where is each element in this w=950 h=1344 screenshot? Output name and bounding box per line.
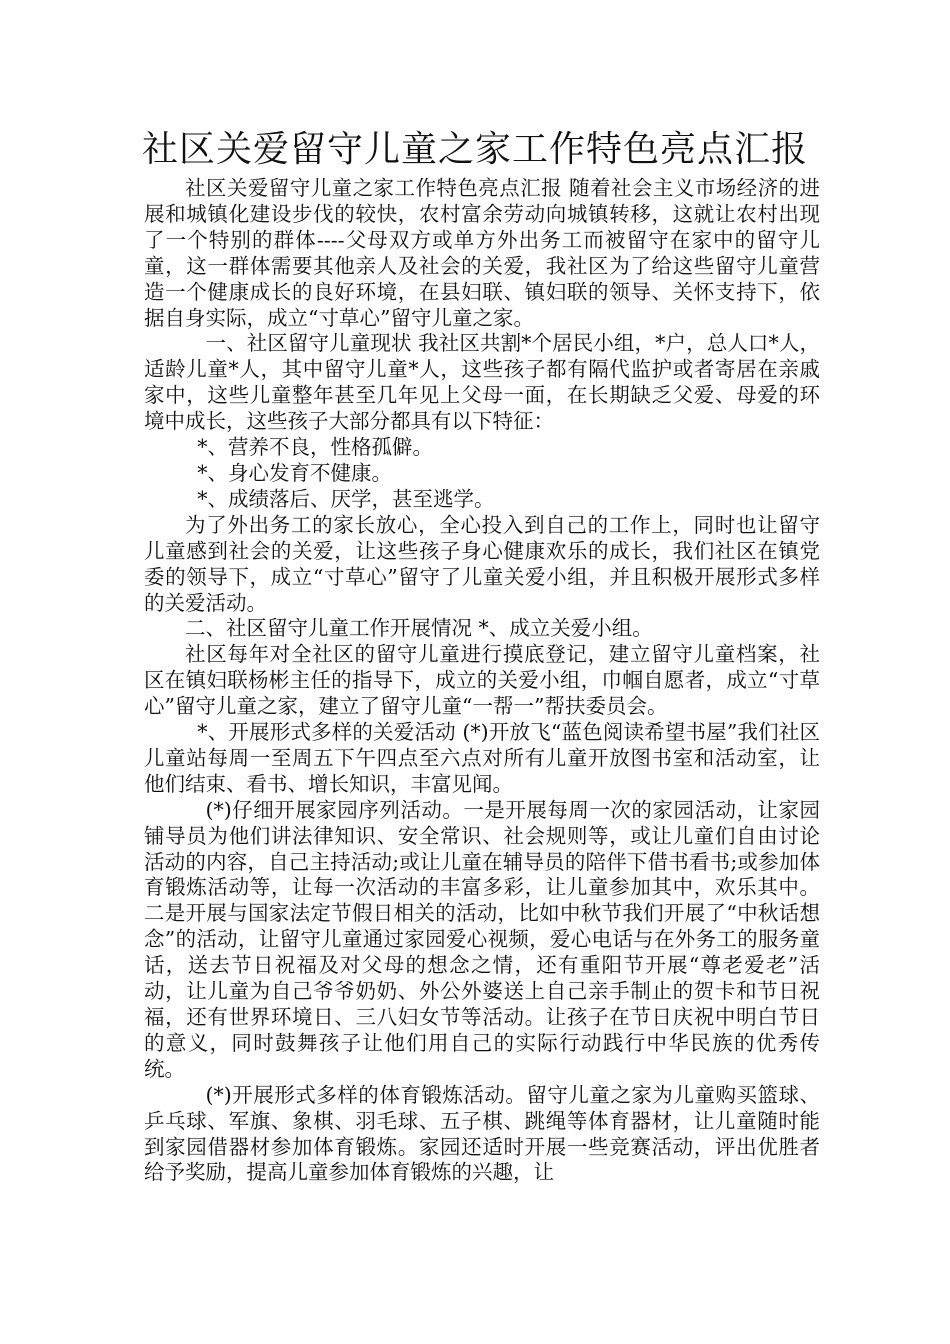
list-item-feature-1: *、营养不良，性格孤僻。 <box>197 435 434 460</box>
list-item-feature-2: *、身心发育不健康。 <box>197 460 393 485</box>
paragraph-activities: *、开展形式多样的关爱活动 (*)开放飞“蓝色阅读希望书屋”我们社区儿童站每周一至周五下午四点至六点对所有儿童开放图书室和活动室，让他们结束、看书、增长知识，丰富见闻。 <box>144 720 820 796</box>
document-body <box>144 176 820 1186</box>
paragraph-intro: 社区关爱留守儿童之家工作特色亮点汇报 随着社会主义市场经济的进展和城镇化建设步伐的较快，农村富余劳动向城镇转移，这就让农村出现了一个特别的群体----父母双方或单方外出务工而被留守在家中的留守儿童，这一群体需要其他亲人及社会的关爱，我社区为了给这些留守儿童营造一个健康成长的良好环境，在县妇联、镇妇联的领导、关怀支持下，依据自身实际，成立“寸草心”留守儿童之家。 <box>144 176 820 330</box>
document-title: 社区关爱留守儿童之家工作特色亮点汇报 <box>141 129 808 170</box>
paragraph-purpose: 为了外出务工的家长放心，全心投入到自己的工作上，同时也让留守儿童感到社会的关爱，让这些孩子身心健康欢乐的成长，我们社区在镇党委的领导下，成立“寸草心”留守了儿童关爱小组，并且积极开展形式多样的关爱活动。 <box>144 512 820 615</box>
paragraph-section-two: 二、社区留守儿童工作开展情况 *、成立关爱小组。 <box>185 616 653 641</box>
paragraph-sports-activities: (*)开展形式多样的体育锻炼活动。留守儿童之家为儿童购买篮球、乒乓球、军旗、象棋、羽毛球、五子棋、跳绳等体育器材，让儿童随时能到家园借器材参加体育锻炼。家园还适时开展一些竞赛活动，评出优胜者给予奖励，提高儿童参加体育锻炼的兴趣，让 <box>144 1082 820 1185</box>
paragraph-section-one: 一、社区留守儿童现状 我社区共割*个居民小组，*户，总人口*人，适龄儿童*人，其中留守儿童*人，这些孩子都有隔代监护或者寄居在亲戚家中，这些儿童整年甚至几年见上父母一面，在长期缺乏父爱、母爱的环境中成长，这些孩子大部分都具有以下特征： <box>144 331 820 434</box>
paragraph-care-group: 社区每年对全社区的留守儿童进行摸底登记，建立留守儿童档案，社区在镇妇联杨彬主任的指导下，成立的关爱小组，巾帼自愿者，成立“寸草心”留守儿童之家，建立了留守儿童“一帮一”帮扶委员会。 <box>144 642 820 719</box>
paragraph-home-activities: (*)仔细开展家园序列活动。一是开展每周一次的家园活动，让家园铺导员为他们讲法律知识、安全常识、社会规则等，或让儿童们自由讨论活动的内容，自己主持活动;或让儿童在辅导员的陪伴下借书看书;或参加体育锻炼活动等，让每一次活动的丰富多彩，让儿童参加其中，欢乐其中。二是开展与国家法定节假日相关的活动，比如中秋节我们开展了“中秋话想念”的活动，让留守儿童通过家园爱心视频，爱心电话与在外务工的服务童话，送去节日祝福及对父母的想念之情，还有重阳节开展“尊老爱老”活动，让儿童为自己爷爷奶奶、外公外婆送上自己亲手制止的贺卡和节日祝福，还有世界环境日、三八妇女节等活动。让孩子在节日庆祝中明白节日的意义，同时鼓舞孩子让他们用自己的实际行动践行中华民族的优秀传统。 <box>144 797 820 1081</box>
list-item-feature-3: *、成绩落后、厌学，甚至逃学。 <box>197 486 495 511</box>
